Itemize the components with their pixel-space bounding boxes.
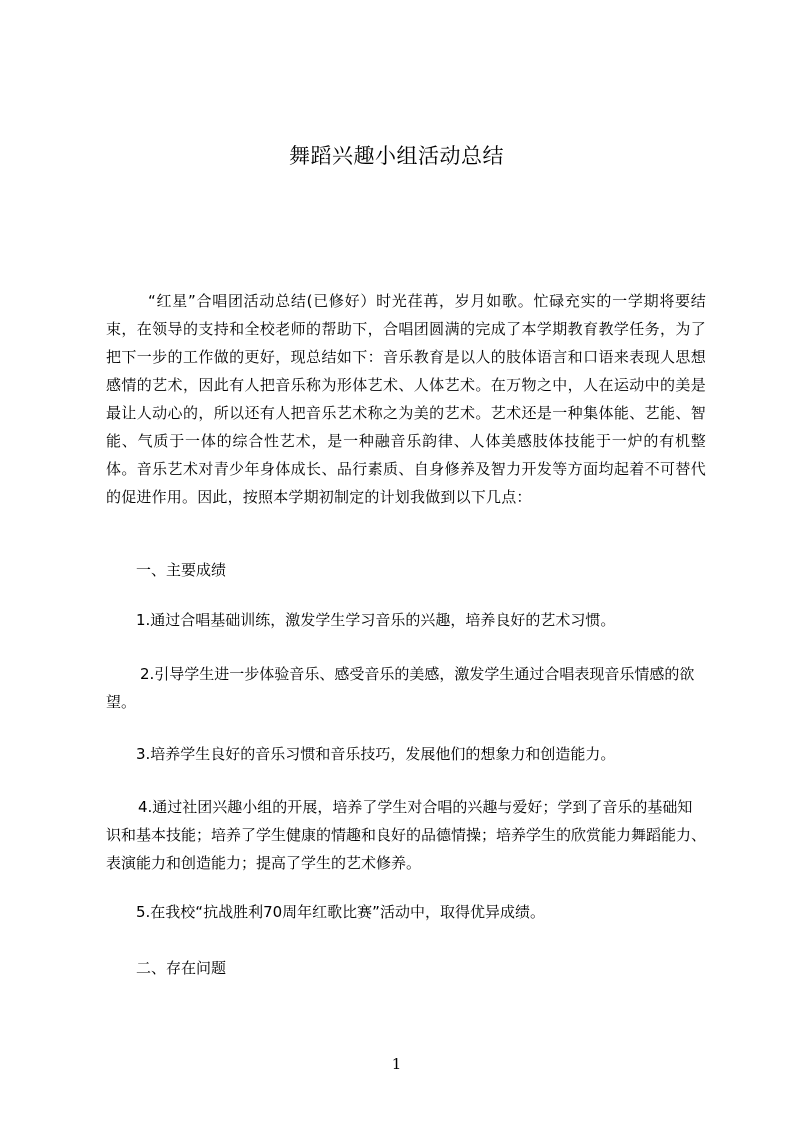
section-heading-achievements: 一、主要成绩 [136,561,227,579]
page-number: 1 [391,1055,402,1073]
document-title: 舞蹈兴趣小组活动总结 [289,144,504,168]
list-item: 5.在我校“抗战胜利70周年红歌比赛”活动中，取得优异成绩。 [136,903,545,921]
list-item: 3.培养学生良好的音乐习惯和音乐技巧，发展他们的想象力和创造能力。 [136,745,616,763]
intro-paragraph: “红星”合唱团活动总结(已修好）时光荏苒，岁月如歌。忙碌充实的一学期将要结束，在领导的支持和全校老师的帮助下，合唱团圆满的完成了本学期教育教学任务，为了把下一步的工作做的更好，现总结如下：音乐教育是以人的肢体语言和口语来表现人思想感情的艺术，因此有人把音乐称为形体艺术、人体艺术。在万物之中，人在运动中的美是最让人动心的，所以还有人把音乐艺术称之为美的艺术。艺术还是一种集体能、艺能、智能、气质于一体的综合性艺术，是一种融音乐韵律、人体美感肢体技能于一炉的有机整体。音乐艺术对青少年身体成长、品行素质、自身修养及智力开发等方面均起着不可替代的促进作用。因此，按照本学期初制定的计划我做到以下几点： [106,292,706,506]
list-item: 2.引导学生进一步体验音乐、感受音乐的美感，激发学生通过合唱表现音乐情感的欲望。 [106,665,695,711]
list-item: 1.通过合唱基础训练，激发学生学习音乐的兴趣，培养良好的艺术习惯。 [136,611,616,629]
section-heading-problems: 二、存在问题 [136,959,227,977]
list-item: 4.通过社团兴趣小组的开展，培养了学生对合唱的兴趣与爱好；学到了音乐的基础知识和基本技能；培养了学生健康的情趣和良好的品德情操；培养学生的欣赏能力舞蹈能力、表演能力和创造能力；提高了学生的艺术修养。 [106,798,707,872]
